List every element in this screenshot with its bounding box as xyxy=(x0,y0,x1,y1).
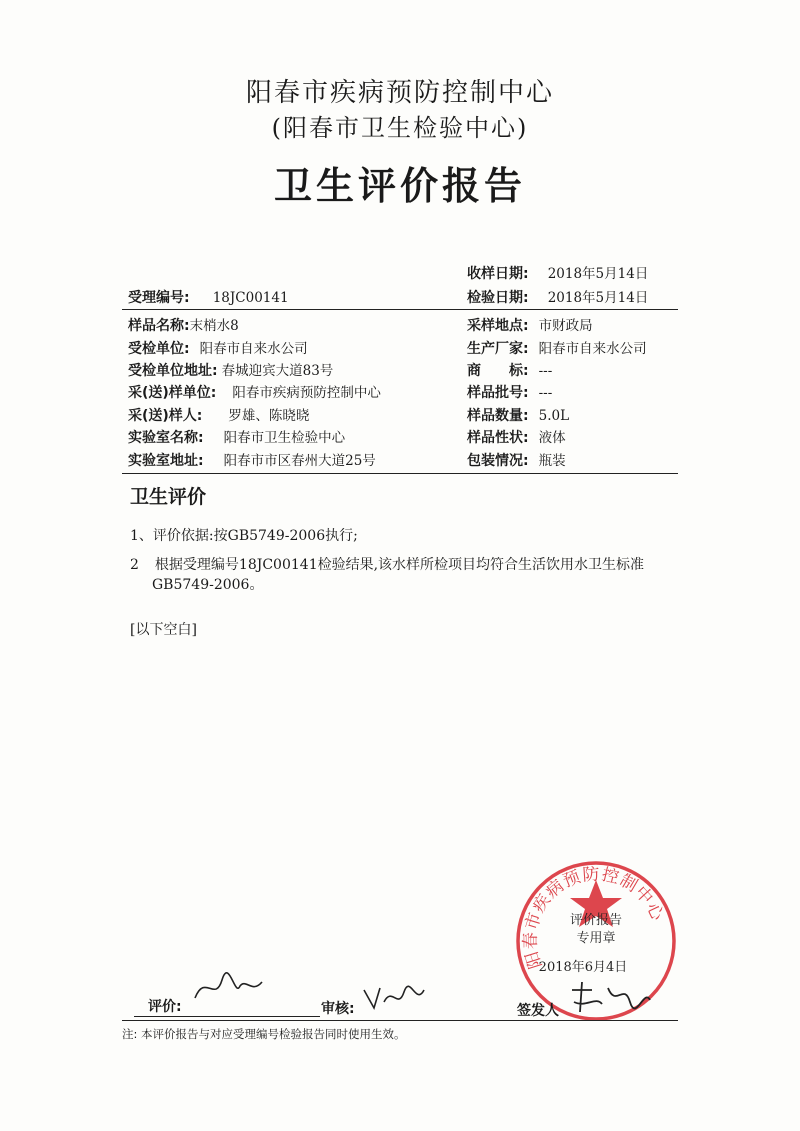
reviewer-signature xyxy=(360,982,430,1014)
receive-date-value: 2018年5月14日 xyxy=(547,266,649,282)
accept-no-label: 受理编号: xyxy=(128,290,190,306)
evaluation-heading: 卫生评价 xyxy=(130,486,207,508)
field-label: 包装情况: xyxy=(467,453,529,469)
reviewer-label: 审核: xyxy=(321,1001,355,1017)
test-date-label: 检验日期: xyxy=(467,290,529,306)
receive-date-row xyxy=(467,262,648,284)
field-label: 样品性状: xyxy=(467,430,529,446)
field-label: 生产厂家: xyxy=(467,341,529,357)
field-value: 阳春市疾病预防控制中心 xyxy=(232,385,381,401)
field-value: --- xyxy=(538,385,553,401)
seal-inner-line2: 专用章 xyxy=(576,931,616,946)
seal-inner-line1: 评价报告 xyxy=(569,913,623,928)
field-value: 末梢水8 xyxy=(189,318,239,334)
field-value: 罗雄、陈晓晓 xyxy=(228,408,310,424)
accept-no-row xyxy=(128,286,289,308)
field-row xyxy=(467,404,569,426)
evaluator-line xyxy=(134,1016,320,1017)
org-subname: (阳春市卫生检验中心) xyxy=(271,114,529,142)
field-value: 市财政局 xyxy=(538,318,593,334)
field-label: 样品名称: xyxy=(128,318,190,334)
blank-note: [以下空白] xyxy=(130,622,197,638)
item-number: 1、 xyxy=(130,528,153,544)
item-number: 2 xyxy=(130,557,139,573)
evaluator-label: 评价: xyxy=(148,999,182,1015)
field-label: 采样地点: xyxy=(467,318,529,334)
field-value: 春城迎宾大道83号 xyxy=(221,363,334,379)
evaluation-item-2 xyxy=(130,555,690,595)
field-label: 受检单位地址: xyxy=(128,363,218,379)
field-value: --- xyxy=(538,363,553,379)
field-row xyxy=(467,381,552,403)
field-row xyxy=(467,426,566,448)
test-date-value: 2018年5月14日 xyxy=(547,290,649,306)
field-row xyxy=(128,404,309,426)
test-date-row xyxy=(467,286,648,308)
field-row xyxy=(128,449,376,471)
issuer-signature xyxy=(566,978,656,1018)
field-value: 阳春市自来水公司 xyxy=(199,341,308,357)
issuer-label: 签发人 xyxy=(517,1003,559,1019)
field-value: 5.0L xyxy=(538,408,570,424)
signature-baseline xyxy=(122,1020,678,1021)
field-value: 液体 xyxy=(538,430,566,446)
report-title: 卫生评价报告 xyxy=(273,163,526,208)
item-text: 根据受理编号18JC00141检验结果,该水样所检项目均符合生活饮用水卫生标准 xyxy=(154,557,645,573)
divider-bottom xyxy=(122,473,678,474)
field-value: 瓶装 xyxy=(538,453,566,469)
field-row xyxy=(128,337,308,359)
field-label: 采(送)样单位: xyxy=(128,385,217,401)
divider-top xyxy=(122,309,678,310)
field-value: 阳春市市区春州大道25号 xyxy=(223,453,376,469)
field-row xyxy=(128,314,239,336)
footnote: 注: 本评价报告与对应受理编号检验报告同时使用生效。 xyxy=(122,1027,406,1041)
item-text-cont: GB5749-2006。 xyxy=(152,577,264,593)
field-row xyxy=(467,337,647,359)
field-row xyxy=(128,426,345,448)
seal-ring-text: 阳春市疾病预防控制中心 xyxy=(520,864,668,972)
org-name: 阳春市疾病预防控制中心 xyxy=(245,78,554,108)
field-label: 实验室地址: xyxy=(128,453,204,469)
field-label: 实验室名称: xyxy=(128,430,204,446)
field-row xyxy=(467,359,552,381)
receive-date-label: 收样日期: xyxy=(467,266,529,282)
field-label: 受检单位: xyxy=(128,341,190,357)
accept-no-value: 18JC00141 xyxy=(212,290,289,306)
field-row xyxy=(128,359,333,381)
field-row xyxy=(128,381,381,403)
field-row xyxy=(467,314,593,336)
item-text: 评价依据:按GB5749-2006执行; xyxy=(152,528,358,544)
field-value: 阳春市自来水公司 xyxy=(538,341,647,357)
field-row xyxy=(467,449,566,471)
field-value: 阳春市卫生检验中心 xyxy=(223,430,346,446)
field-label: 样品数量: xyxy=(467,408,529,424)
seal-date: 2018年6月4日 xyxy=(538,960,628,975)
field-label: 采(送)样人: xyxy=(128,408,203,424)
field-label: 样品批号: xyxy=(467,385,529,401)
evaluator-signature xyxy=(190,968,270,1008)
evaluation-item-1 xyxy=(130,526,358,546)
field-label: 商 标: xyxy=(467,363,529,379)
